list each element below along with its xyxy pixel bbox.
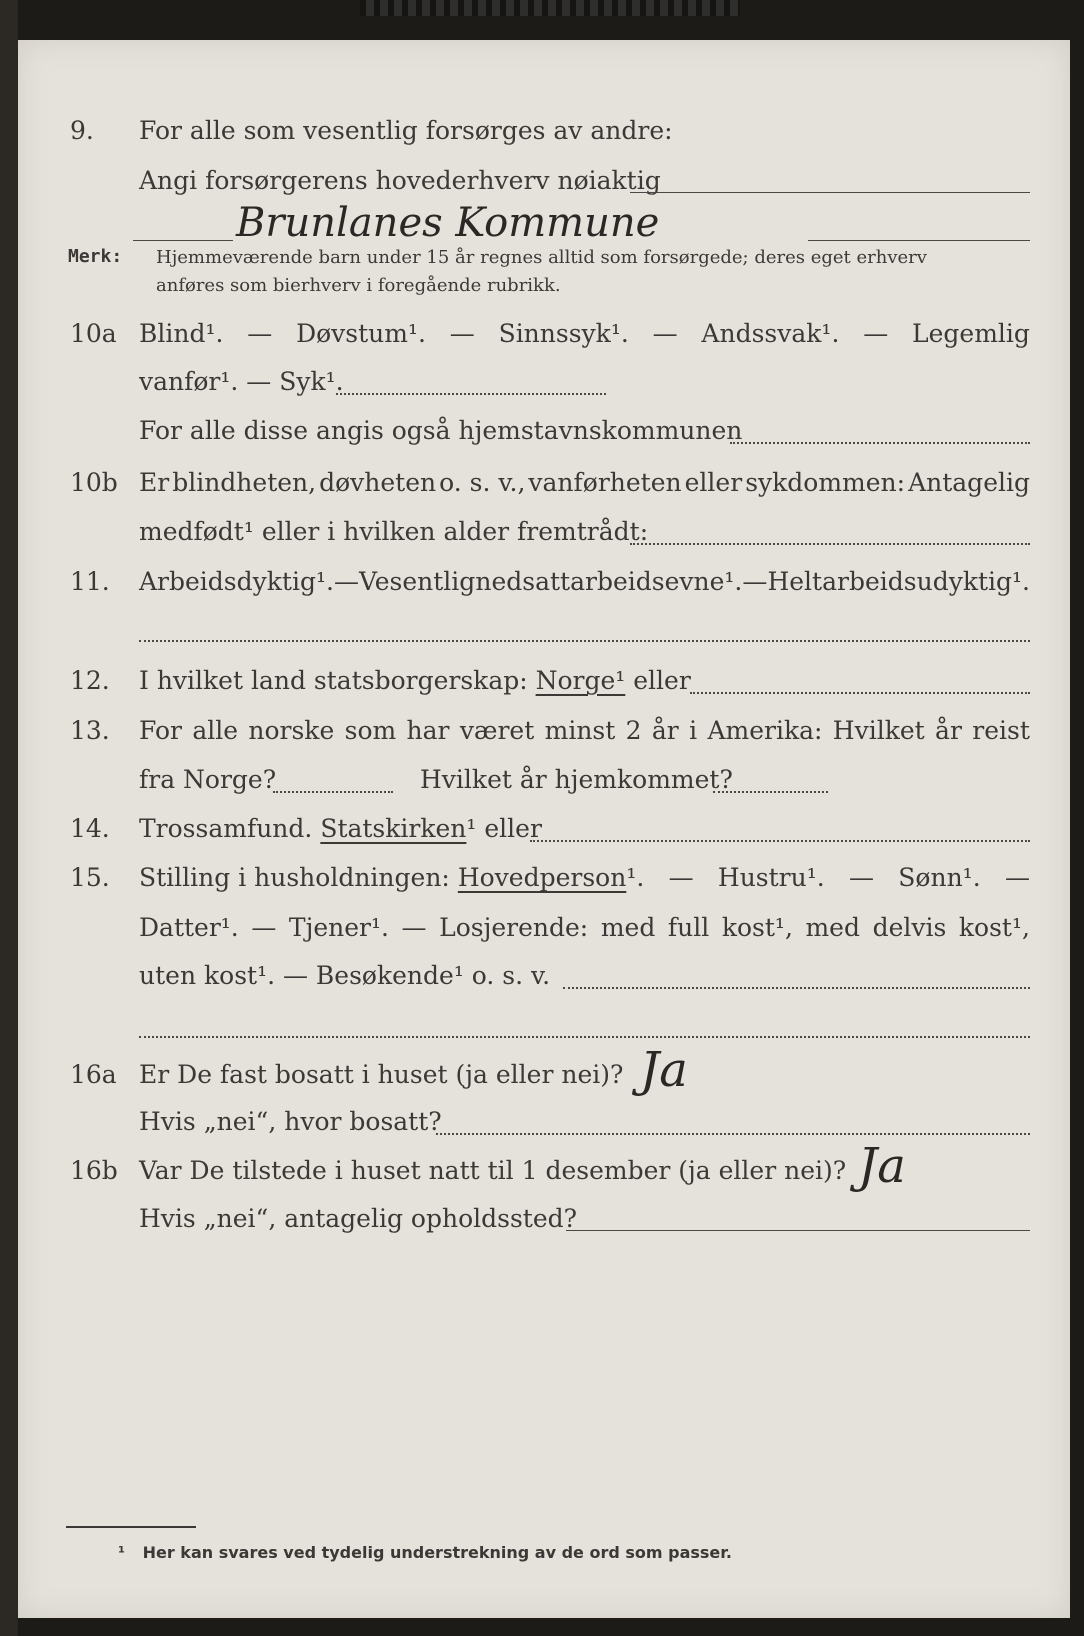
handwritten-answer: Ja xyxy=(858,1138,906,1194)
text-part xyxy=(139,863,644,892)
question-13-line2 xyxy=(18,759,1070,803)
word: døvheten xyxy=(319,468,437,497)
question-13-line1 xyxy=(18,710,1070,754)
word: Sønn¹. xyxy=(898,863,981,892)
word: har xyxy=(406,716,450,745)
handwritten-answer: Ja xyxy=(640,1042,688,1098)
answer-line xyxy=(139,640,1030,642)
question-number: 16b xyxy=(70,1156,118,1185)
question-text: Var De tilstede i huset natt til 1 desember (ja eller nei)? xyxy=(139,1156,847,1185)
question-text xyxy=(139,814,542,843)
question-text xyxy=(139,716,1030,745)
answer-line xyxy=(713,791,828,793)
word: Tjener¹. xyxy=(288,913,389,942)
question-text: Hvilket år hjemkommet? xyxy=(420,765,733,794)
word: Legemlig xyxy=(912,319,1030,348)
answer-line xyxy=(139,1036,1030,1038)
word: — xyxy=(401,913,427,942)
word: alle xyxy=(192,716,239,745)
word: med xyxy=(805,913,860,942)
question-10b-line2 xyxy=(18,511,1070,555)
word: Helt xyxy=(767,567,823,596)
question-number: 10b xyxy=(70,468,118,497)
word: eller xyxy=(684,468,743,497)
word: år xyxy=(651,716,679,745)
answer-line xyxy=(566,1230,1030,1231)
word: reist xyxy=(972,716,1030,745)
word: full xyxy=(667,913,710,942)
question-text: uten kost¹. — Besøkende¹ o. s. v. xyxy=(139,961,551,990)
question-16b-line1 xyxy=(18,1138,1070,1194)
answer-line xyxy=(630,192,1030,193)
underlined-choice: Statskirken xyxy=(320,814,467,843)
note-label: Merk: xyxy=(68,246,123,267)
answer-line xyxy=(530,840,1030,842)
answer-line xyxy=(808,240,1030,241)
word: — xyxy=(652,319,678,348)
underlined-choice: Hovedperson xyxy=(457,863,627,892)
question-number: 10a xyxy=(70,319,117,348)
word: — xyxy=(849,863,874,892)
handwritten-answer: Brunlanes Kommune xyxy=(236,200,660,246)
text-part: eller xyxy=(625,666,691,695)
question-number: 13. xyxy=(70,716,110,745)
word: Hvilket xyxy=(832,716,925,745)
word: som xyxy=(344,716,397,745)
text-part: Trossamfund. xyxy=(139,814,321,843)
answer-line xyxy=(436,1133,1030,1135)
question-9-line2 xyxy=(18,160,1070,204)
word: — xyxy=(247,319,273,348)
word: vanførheten xyxy=(528,468,682,497)
word: sykdommen: xyxy=(745,468,906,497)
question-10b-line1 xyxy=(18,462,1070,506)
footnote xyxy=(118,1543,732,1562)
answer-line xyxy=(730,442,1030,444)
word: Sinnssyk¹. xyxy=(498,319,629,348)
question-text: Angi forsørgerens hovederhverv nøiaktig xyxy=(139,166,661,195)
word: Amerika: xyxy=(707,716,823,745)
word: Hustru¹. xyxy=(717,863,825,892)
question-10a-line2 xyxy=(18,361,1070,405)
question-text: vanfør¹. — Syk¹. xyxy=(139,367,344,396)
question-14 xyxy=(18,808,1070,852)
question-number: 12. xyxy=(70,666,110,695)
question-number: 11. xyxy=(70,567,110,596)
word: Datter¹. xyxy=(139,913,239,942)
note-text xyxy=(156,244,1040,300)
word: o. s. v., xyxy=(439,468,526,497)
question-text: fra Norge? xyxy=(139,765,277,794)
question-text: medfødt¹ eller i hvilken alder fremtrådt: xyxy=(139,517,649,546)
question-15-line2 xyxy=(18,907,1070,951)
question-number: 16a xyxy=(70,1060,117,1089)
question-text: Hvis „nei“, antagelig opholdssted? xyxy=(139,1204,578,1233)
question-text: For alle som vesentlig forsørges av andre: xyxy=(139,116,673,145)
word: nedsatt xyxy=(475,567,571,596)
word: i xyxy=(689,716,698,745)
question-number: 14. xyxy=(70,814,110,843)
word: minst xyxy=(544,716,616,745)
question-16a-line2 xyxy=(18,1101,1070,1145)
word: arbeidsevne¹. xyxy=(570,567,743,596)
note-line: Hjemmeværende barn under 15 år regnes alltid som forsørgede; deres eget erhverv xyxy=(156,247,927,268)
word: norske xyxy=(248,716,335,745)
word: med xyxy=(600,913,656,942)
question-11-line1 xyxy=(18,561,1070,605)
word: kost¹, xyxy=(958,913,1030,942)
text-part: Stilling i husholdningen: xyxy=(139,863,458,892)
word: — xyxy=(1004,863,1030,892)
answer-line xyxy=(563,987,1030,989)
word: — xyxy=(863,319,889,348)
census-form-page xyxy=(18,40,1070,1618)
word: Døvstum¹. xyxy=(296,319,426,348)
word: Er xyxy=(139,468,170,497)
question-text xyxy=(139,913,1030,942)
footnote-text: Her kan svares ved tydelig understrekning av de ord som passer. xyxy=(142,1543,732,1562)
question-16a-line1 xyxy=(18,1042,1070,1098)
question-text: For alle disse angis også hjemstavnskommunen xyxy=(139,416,743,445)
word: — xyxy=(333,567,359,596)
question-text xyxy=(139,319,1030,348)
question-text: Hvis „nei“, hvor bosatt? xyxy=(139,1107,442,1136)
word: blindheten, xyxy=(172,468,317,497)
word: Vesentlig xyxy=(358,567,476,596)
question-15-line3 xyxy=(18,955,1070,999)
text-part: I hvilket land statsborgerskap: xyxy=(139,666,536,695)
question-text xyxy=(139,468,1030,497)
question-text xyxy=(139,567,1030,596)
answer-line xyxy=(273,791,393,793)
word: — xyxy=(251,913,277,942)
word: Antagelig xyxy=(908,468,1030,497)
question-10a-line1 xyxy=(18,313,1070,357)
question-12 xyxy=(18,660,1070,704)
footnote-rule xyxy=(66,1526,196,1528)
word: — xyxy=(449,319,475,348)
answer-line xyxy=(336,393,606,395)
underlined-choice: Norge¹ xyxy=(535,666,626,695)
question-number: 15. xyxy=(70,863,110,892)
question-10a-line3 xyxy=(18,410,1070,454)
word: arbeidsudyktig¹. xyxy=(822,567,1030,596)
word: Blind¹. xyxy=(139,319,224,348)
answer-line xyxy=(690,692,1030,694)
word: For xyxy=(139,716,182,745)
word: Losjerende: xyxy=(439,913,589,942)
scan-top-strip xyxy=(360,0,740,16)
question-9-line1 xyxy=(18,110,1070,154)
word: 2 xyxy=(625,716,642,745)
word: — xyxy=(668,863,694,892)
word: — xyxy=(742,567,768,596)
note-line: anføres som bierhverv i foregående rubrikk. xyxy=(156,275,561,296)
question-number: 9. xyxy=(70,116,94,145)
question-text: Er De fast bosatt i huset (ja eller nei)? xyxy=(139,1060,624,1089)
word: år xyxy=(935,716,962,745)
word: delvis xyxy=(872,913,947,942)
word: Arbeidsdyktig¹. xyxy=(139,567,334,596)
word: kost¹, xyxy=(721,913,793,942)
question-text xyxy=(139,863,1030,892)
word: Andssvak¹. xyxy=(701,319,840,348)
question-15-line1 xyxy=(18,857,1070,901)
answer-line xyxy=(630,543,1030,545)
word: været xyxy=(459,716,535,745)
question-text xyxy=(139,666,691,695)
text-part: ¹ eller xyxy=(466,814,542,843)
word: ¹. xyxy=(626,863,645,892)
answer-line xyxy=(133,240,233,241)
footnote-mark: ¹ xyxy=(118,1543,126,1562)
question-16b-line2 xyxy=(18,1198,1070,1242)
scan-left-edge xyxy=(0,0,18,1636)
